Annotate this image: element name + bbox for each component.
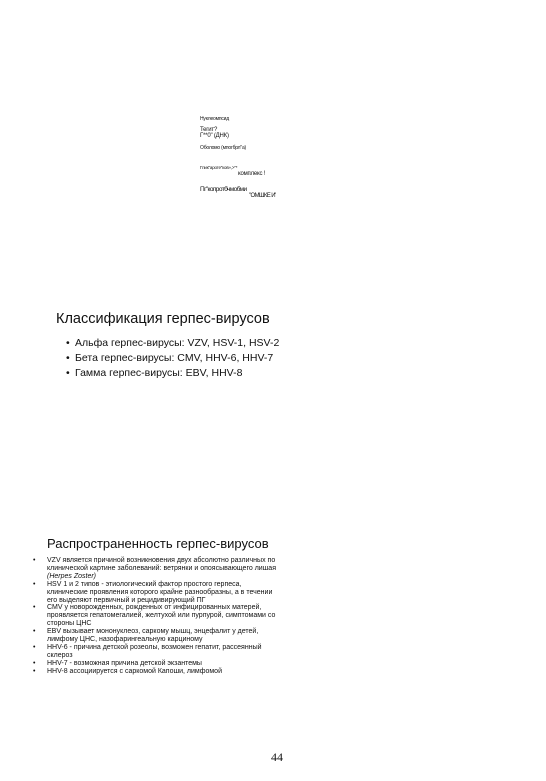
label-glycoprotein: Глик"ароте"ков»,>"* [200, 165, 238, 170]
list-item: • Бета герпес-вирусы: CMV, HHV-6, HHV-7 [66, 351, 279, 366]
list-item: • HHV-6 - причина детской розеолы, возможен гепатит, рассеянный склероз [33, 644, 278, 660]
list-item: • CMV у новорожденных, рожденных от инфицированных матерей, проявляется гепатомегалией, желтухой или пурпурой, симптомами со стороны ЦНС [33, 604, 278, 628]
list-item: • Гамма герпес-вирусы: EBV, HHV-8 [66, 366, 279, 381]
label-envelope: Оболомо (мпогбрл"а) [200, 145, 247, 151]
list-item [33, 557, 278, 581]
label-tegument: Тегит? [200, 127, 218, 133]
classification-list [66, 336, 279, 381]
label-dna: Г**0" (ДНК) [200, 133, 229, 139]
prevalence-title: Распространенность герпес-вирусов [47, 536, 269, 551]
list-item: • HSV 1 и 2 типов - этиологический фактор простого герпеса, клинические проявления которого крайне разнообразны, а в течении его выделяют первичный и рецидивирующий ПГ [33, 581, 278, 605]
item-text: VZV является причиной возникновения двух абсолютно различных по клинической картине заболеваний: ветрянки и опоясывающего лишая [47, 557, 276, 572]
item-italic: (Herpes Zoster) [47, 572, 97, 580]
label-complex: комплекс ! [238, 171, 266, 177]
list-item: • HHV-7 - возможная причина детской экзантемы [33, 660, 278, 668]
list-item: • Альфа герпес-вирусы: VZV, HSV-1, HSV-2 [66, 336, 279, 351]
list-item: • HHV-8 ассоциируется с саркомой Капоши, лимфомой [33, 668, 278, 676]
label-glycoprotein-2: Пг"копротбчмобми [200, 186, 247, 193]
label-shell: "ОМШКЕ И' [249, 193, 276, 199]
list-item: • EBV вызывает мононуклеоз, саркому мышц, энцефалит у детей, лимфому ЦНС, назофарингеальную карциному [33, 628, 278, 644]
virus-diagram-labels [200, 116, 290, 199]
classification-title: Классификация герпес-вирусов [56, 311, 270, 327]
label-nucleocapsid: Нуклеомпсид [200, 116, 229, 122]
page-number: 44 [271, 750, 283, 764]
prevalence-list [33, 557, 278, 676]
